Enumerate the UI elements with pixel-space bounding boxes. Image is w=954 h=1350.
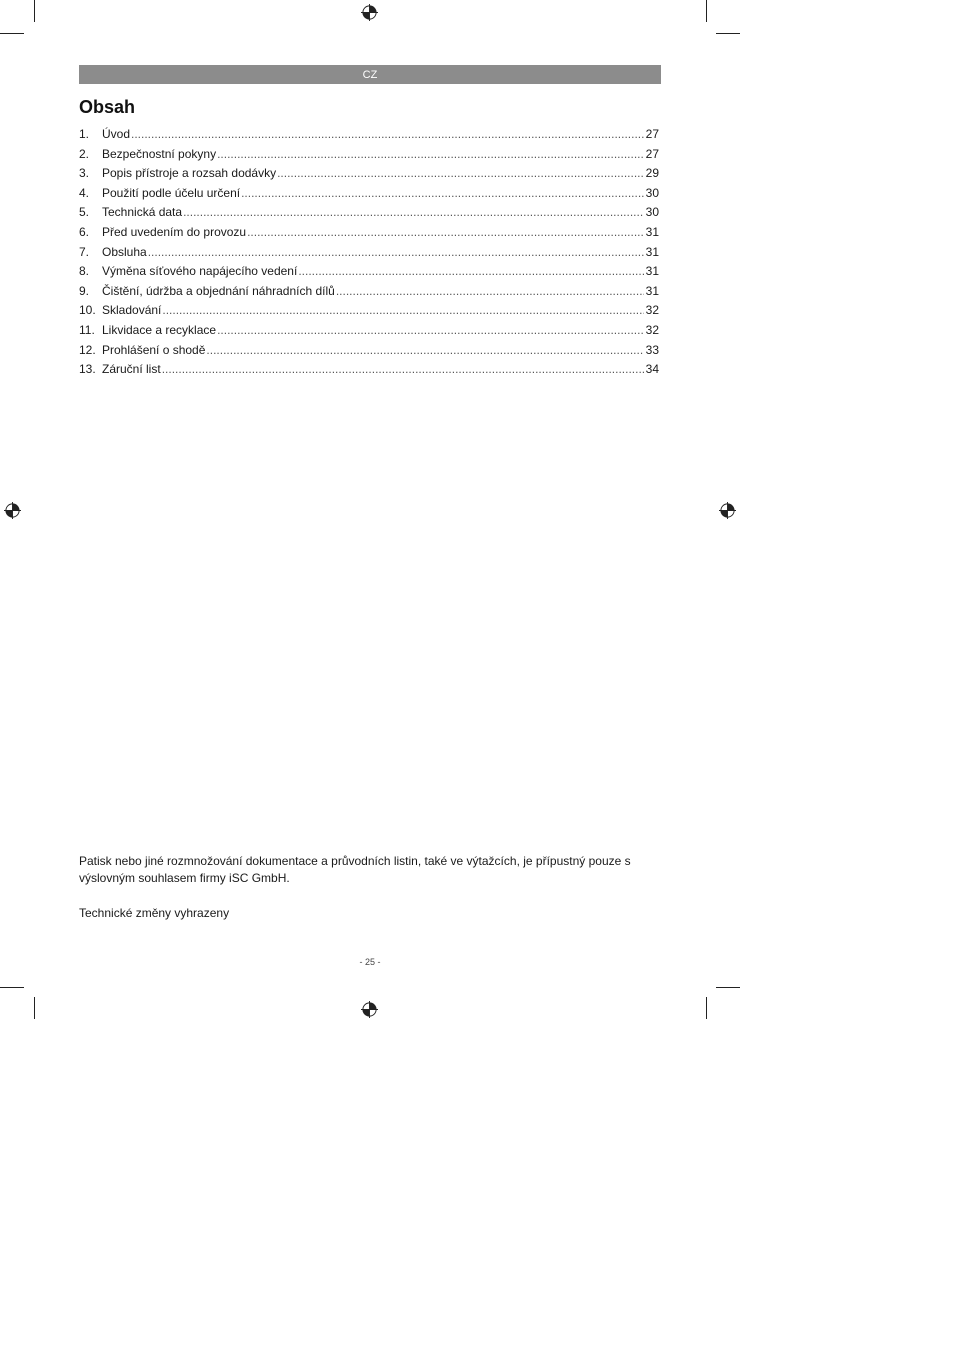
toc-entry-number: 12.: [79, 342, 96, 357]
toc-entry-number: 2.: [79, 146, 90, 161]
toc-entry-number: 4.: [79, 185, 90, 200]
toc-entry-label: Čištění, údržba a objednání náhradních dílů: [102, 283, 335, 298]
toc-entry[interactable]: [79, 145, 659, 165]
toc-entry[interactable]: [79, 125, 659, 145]
toc-entry-page: 31: [645, 224, 659, 239]
toc-dot-leader: [131, 125, 644, 145]
toc-dot-leader: [241, 184, 644, 204]
registration-mark-icon: [361, 4, 378, 21]
page-number: - 25 -: [359, 957, 381, 967]
toc-entry-number: 11.: [79, 322, 95, 337]
toc-entry-label: Před uvedením do provozu: [102, 224, 247, 239]
toc-entry-number: 10.: [79, 303, 96, 318]
language-code: CZ: [362, 68, 378, 81]
toc-entry[interactable]: [79, 301, 659, 321]
toc-entry-number: 7.: [79, 244, 90, 259]
crop-mark: [716, 987, 740, 988]
toc-entry-label: Popis přístroje a rozsah dodávky: [102, 166, 277, 181]
toc-dot-leader: [336, 282, 644, 302]
registration-mark-icon: [361, 1001, 378, 1018]
toc-dot-leader: [247, 223, 644, 243]
toc-entry-label: Prohlášení o shodě: [102, 342, 206, 357]
toc-dot-leader: [298, 262, 644, 282]
toc-dot-leader: [217, 321, 644, 341]
toc-entry-label: Bezpečnostní pokyny: [102, 146, 217, 161]
crop-mark: [0, 33, 24, 34]
toc-entry-number: 6.: [79, 224, 90, 239]
language-header-bar: [79, 65, 661, 84]
toc-entry[interactable]: [79, 243, 659, 263]
toc-entry-number: 9.: [79, 283, 90, 298]
toc-entry[interactable]: [79, 341, 659, 361]
toc-entry-page: 29: [645, 166, 659, 181]
toc-entry[interactable]: [79, 282, 659, 302]
toc-title: Obsah: [79, 97, 136, 117]
toc-entry[interactable]: [79, 184, 659, 204]
toc-entry-page: 31: [645, 283, 659, 298]
toc-entry[interactable]: [79, 223, 659, 243]
registration-mark-icon: [4, 502, 21, 519]
toc-entry-number: 13.: [79, 362, 96, 377]
toc-entry-label: Technická data: [102, 205, 183, 220]
toc-entry-page: 30: [645, 185, 659, 200]
toc-entry-label: Likvidace a recyklace: [102, 322, 217, 337]
toc-entry-label: Obsluha: [102, 244, 147, 259]
crop-mark: [716, 33, 740, 34]
crop-mark: [34, 997, 35, 1019]
registration-mark-icon: [719, 502, 736, 519]
crop-mark: [706, 997, 707, 1019]
toc-entry-page: 27: [645, 127, 659, 141]
toc-dot-leader: [277, 164, 644, 184]
toc-entry-number: 1.: [79, 127, 90, 141]
toc-entry[interactable]: [79, 262, 659, 282]
toc-entry[interactable]: [79, 360, 659, 380]
toc-dot-leader: [183, 203, 644, 223]
toc-entry-page: 32: [645, 322, 659, 337]
toc-entry-number: 5.: [79, 205, 90, 220]
toc-entry-label: Úvod: [102, 127, 131, 141]
toc-dot-leader: [217, 145, 644, 165]
crop-mark: [0, 987, 24, 988]
toc-entry-page: 32: [645, 303, 659, 318]
toc-entry-page: 27: [645, 146, 659, 161]
toc-dot-leader: [162, 301, 644, 321]
toc-entry[interactable]: [79, 321, 659, 341]
toc-entry-number: 3.: [79, 166, 90, 181]
toc-entry-page: 34: [645, 362, 659, 377]
technical-changes-notice: Technické změny vyhrazeny: [79, 906, 230, 920]
toc-entry-page: 30: [645, 205, 659, 220]
toc-entry-page: 31: [645, 264, 659, 279]
toc-entry-label: Skladování: [102, 303, 162, 318]
toc-entry-label: Použití podle účelu určení: [102, 185, 241, 200]
toc-entry-label: Záruční list: [102, 362, 161, 377]
toc-entry-number: 8.: [79, 264, 90, 279]
toc-entry[interactable]: [79, 203, 659, 223]
crop-mark: [706, 0, 707, 22]
toc-dot-leader: [148, 243, 644, 263]
toc-entry[interactable]: [79, 164, 659, 184]
toc-dot-leader: [162, 360, 644, 380]
copyright-notice: Patisk nebo jiné rozmnožování dokumentace a průvodních listin, také ve výtažcích, je přípustný pouze s výslovným souhlasem firmy iSC GmbH.: [79, 854, 631, 885]
toc-entry-label: Výměna síťového napájecího vedení: [102, 264, 298, 279]
toc-dot-leader: [206, 341, 644, 361]
toc-entry-page: 31: [645, 244, 659, 259]
table-of-contents: [79, 125, 659, 380]
toc-entry-page: 33: [645, 342, 659, 357]
crop-mark: [34, 0, 35, 22]
